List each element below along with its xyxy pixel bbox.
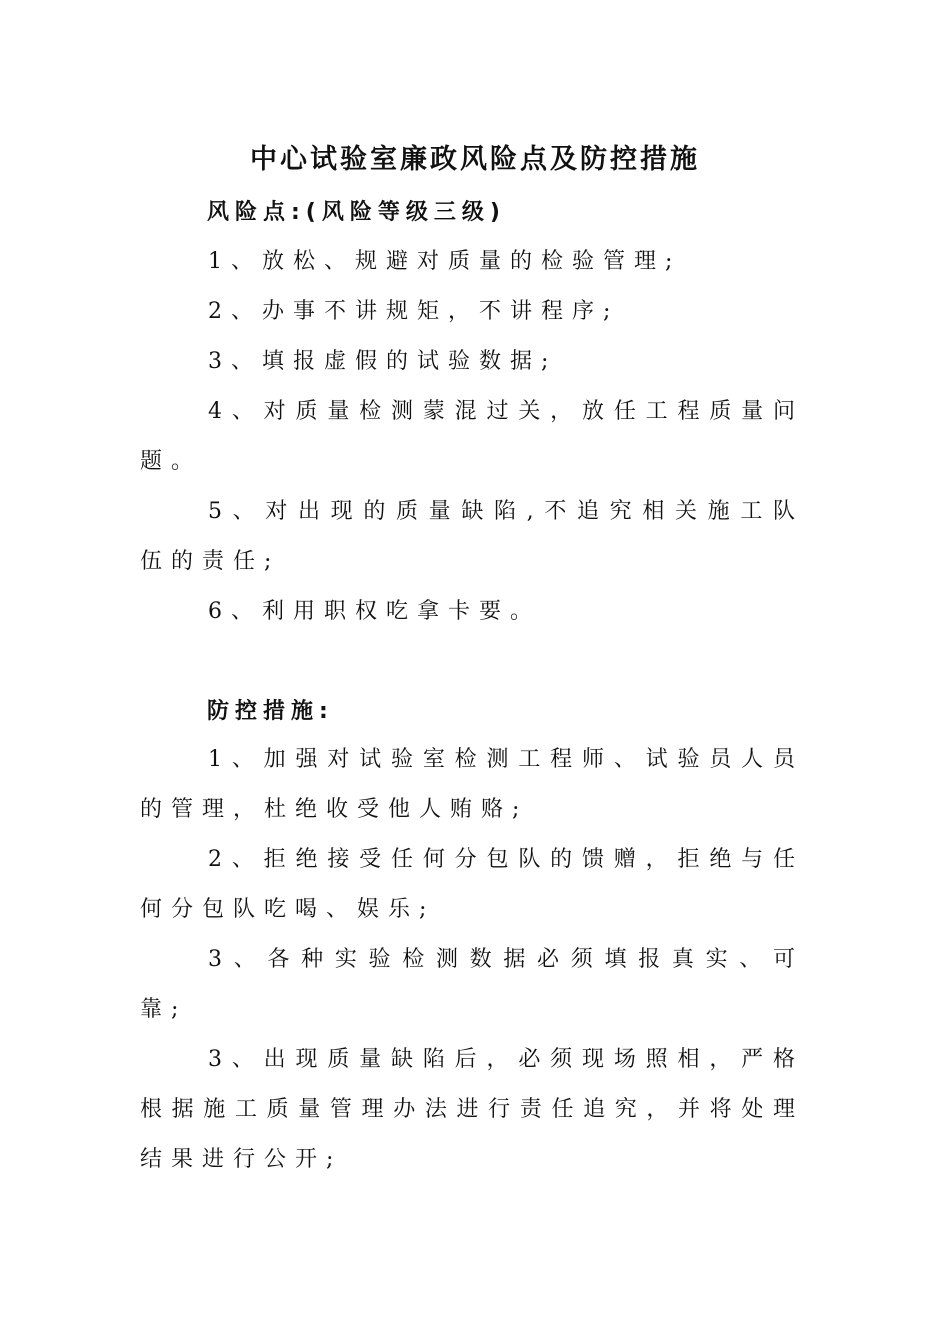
document-title: 中心试验室廉政风险点及防控措施 [250, 144, 700, 175]
control-item-1: 1、加强对试验室检测工程师、试验员人员的管理，杜绝收受他人贿赂; [140, 747, 804, 822]
risk-heading: 风险点:(风险等级三级) [207, 200, 506, 225]
control-item-4: 3、出现质量缺陷后，必须现场照相，严格根据施工质量管理办法进行责任追究，并将处理结果进行公开; [140, 1047, 804, 1172]
risk-item-2: 2、办事不讲规矩，不讲程序; [208, 299, 620, 324]
control-item-3: 3、各种实验检测数据必须填报真实、可靠; [140, 947, 804, 1022]
risk-item-4: 4、对质量检测蒙混过关，放任工程质量问题。 [140, 399, 804, 474]
control-item-2: 2、拒绝接受任何分包队的馈赠，拒绝与任何分包队吃喝、娱乐; [140, 847, 804, 922]
risk-item-6: 6、利用职权吃拿卡要。 [208, 599, 541, 624]
control-heading: 防控措施: [207, 699, 334, 724]
risk-item-1: 1、放松、规避对质量的检验管理; [208, 249, 682, 274]
risk-item-3: 3、填报虚假的试验数据; [208, 349, 558, 374]
risk-item-5: 5、对出现的质量缺陷,不追究相关施工队伍的责任; [140, 499, 804, 574]
